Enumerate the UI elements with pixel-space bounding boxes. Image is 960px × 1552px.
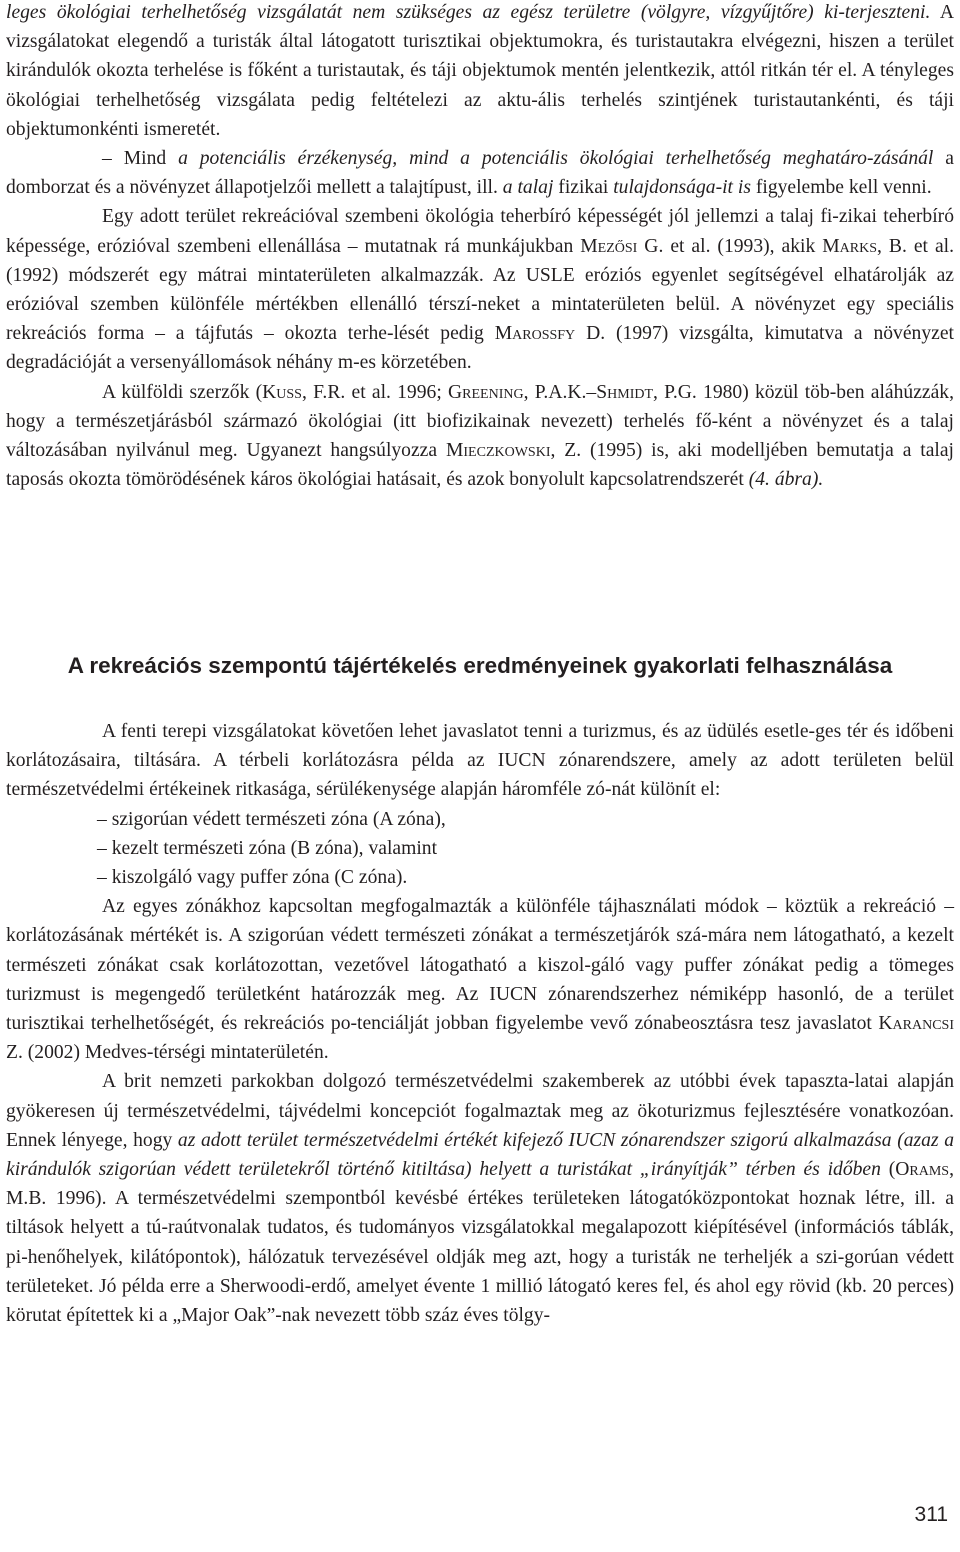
paragraph-british-parks — [6, 1067, 954, 1330]
zone-list — [6, 805, 954, 893]
text-fragment: D. (1997) vizsgálta, kimutatva a növényzet degradációját a versenyállomások néhány m-es körzetében. — [6, 323, 954, 374]
text-fragment: , P.G. 1980) közül töb-ben aláhúzzák, hogy a természetjárásból származó ökológiai (itt biofizikainak nevezett) terhelés fő-ként a növényzet és a talaj változásában nyilvánul meg. Ugyanezt hangsúlyozza — [6, 381, 954, 462]
author-name: Shmidt — [596, 381, 654, 403]
text-fragment: fizikai — [553, 177, 614, 199]
text-fragment: – Mind — [102, 148, 179, 170]
text-fragment: G. et al. (1993), akik — [637, 235, 823, 257]
text-fragment: , Z. (1995) is, aki modelljében bemutatja a talaj taposás okozta tömörödésének káros ökológiai hatásait, és azok bonyolult kapcsolatrendszerét — [6, 440, 954, 491]
paragraph-continuation — [6, 0, 954, 144]
text-fragment: Egy adott terület rekreációval szembeni ökológia teherbíró képességét jól jellemzi a talaj fi-zikai teherbíró képessége, erózióval szembeni ellenállása – mutatnak rá munkájukban — [6, 206, 954, 257]
list-item: – kezelt természeti zóna (B zóna), valamint — [97, 837, 438, 859]
figure-reference: (4. ábra). — [748, 469, 824, 491]
author-name: Greening — [448, 381, 524, 403]
text-fragment: , M.B. 1996). A természetvédelmi szempontból kevésbé értékes területeken látogatóközpontokat hoznak létre, ill. a tiltások helyett a tú-raútvonalak tudatos, és tudományos vizsgálatokkal megalapozott kiépítésével (információs táblák, pi-henőhelyek, kilátópontok), hálózatuk tervezésével oldják meg azt, hogy a turisták ne terheljék a szi-gorúan védett területeket. Jó példa erre a Sherwoodi-erdő, amelyet évente 1 millió látogató keres fel, és ahol egy rövid (kb. 20 perces) körutat építettek ki a „Major Oak”-nak nevezett több száz éves tölgy- — [6, 1159, 954, 1327]
paragraph-foreign-authors — [6, 378, 954, 495]
author-name: Karancsi — [878, 1013, 954, 1035]
text-fragment: , B. et al. (1992) módszerét egy mátrai mintaterületen alkalmazzák. Az USLE eróziós egyenlet segítségével elhatárolják az erózióval szemben különféle mértékben ellenálló térszí-neket a mintaterületen belül. A növényzet egy speciális rekreációs forma – a tájfutás – okozta terhe-lését pedig — [6, 235, 954, 345]
author-name: Mezősi — [580, 235, 638, 257]
text-fragment: ( — [880, 1159, 896, 1181]
paragraph-iucn-intro: A fenti terepi vizsgálatokat követően lehet javaslatot tenni a turizmus, és az üdülés esetle-ges tér és időbeni korlátozásaira, tiltására. A térbeli korlátozásra példa az IUCN zónarendszere, amely az adott területen belül természetvédelmi értékeinek ritkasága, sérülékenysége alapján háromféle zó-nát különít el: — [6, 721, 954, 801]
italic-fragment: tulajdonsága-it is — [613, 177, 751, 199]
text-fragment: A vizsgálatokat elegendő a turisták által látogatott turisztikai objektumokra, és turistautakra elvégezni, hiszen a terület kirándulók okozta terhelése is főként a turistautak, és táji objektumok mentén jelentkezik, attól ritkán tér el. A tényleges ökológiai terhelhetőség vizsgálata pedig feltételezi az aktu-ális terhelés szintjének turistautankénti, és táji objektumonkénti ismeretét. — [6, 2, 955, 140]
author-name: Marks — [822, 235, 878, 257]
paragraph-zone-usage — [6, 892, 954, 1067]
text-fragment: Az egyes zónákhoz kapcsoltan megfogalmazták a különféle tájhasználati módok – köztük a rekreáció – korlátozásának mértékét is. A szigorúan védett természeti zónákat a természetjárók szá-mára nem látogatható, a kezelt természeti zónákat csak korlátozottan, vezetővel látogatható a kiszol-gáló vagy puffer zónákat pedig a tömeges turizmust is megengedő területként határozzák meg. Az IUCN zónarendszerhez némiképp hasonló, de a terület turisztikai terhelhetőségét, és rekreációs po-tenciálját jobban figyelembe vevő zónabeosztásra tesz javaslatot — [6, 896, 954, 1035]
text-fragment: A külföldi szerzők ( — [102, 381, 263, 403]
page-number: 311 — [914, 1503, 948, 1526]
body-text-upper — [6, 0, 954, 494]
text-fragment: figyelembe kell venni. — [750, 177, 932, 199]
author-name: Marossfy — [494, 323, 576, 345]
list-item: – kiszolgáló vagy puffer zóna (C zóna). — [97, 867, 408, 889]
text-fragment: a domborzat és a növényzet állapotjelzői mellett a talajtípust, ill. — [6, 148, 954, 199]
italic-fragment: leges ökológiai terhelhetőség vizsgálatát nem szükséges az egész területre (völgyre, vízgyűjtőre) ki-terjeszteni. — [6, 2, 931, 23]
italic-fragment: az adott terület természetvédelmi értékét kifejező IUCN zónarendszer szigorú alkalmazása (azaz a kirándulók szigorúan védett területekről történő kitiltása) helyett a turistákat „irányítják” térben és időben — [6, 1129, 954, 1181]
section-heading: A rekreációs szempontú tájértékelés eredményeinek gyakorlati felhasználása — [67, 653, 893, 678]
text-fragment: A brit nemzeti parkokban dolgozó természetvédelmi szakemberek az utóbbi évek tapaszta-latai alapján gyökeresen új természetvédelmi, tájvédelmi koncepciót fogalmaztak meg az ökoturizmus fejlesztésére vonatkozóan. Ennek lényege, hogy — [6, 1071, 954, 1151]
author-name: Orams — [895, 1159, 950, 1181]
text-fragment: Z. (2002) Medves-térségi mintaterületén. — [6, 1042, 329, 1064]
text-fragment: , P.A.K.– — [523, 381, 597, 403]
list-item: – szigorúan védett természeti zóna (A zóna), — [97, 808, 446, 830]
body-text-lower — [6, 717, 954, 1330]
italic-fragment: a potenciális érzékenység, mind a potenciális ökológiai terhelhetőség meghatáro-zásánál — [178, 148, 934, 170]
text-fragment: , F.R. et al. 1996; — [301, 381, 448, 403]
paragraph-soil-properties — [6, 144, 954, 202]
paragraph-carrying-capacity — [6, 202, 954, 377]
author-name: Kuss — [262, 381, 302, 403]
author-name: Mieczkowski — [445, 440, 551, 462]
italic-fragment: a talaj — [502, 177, 554, 199]
